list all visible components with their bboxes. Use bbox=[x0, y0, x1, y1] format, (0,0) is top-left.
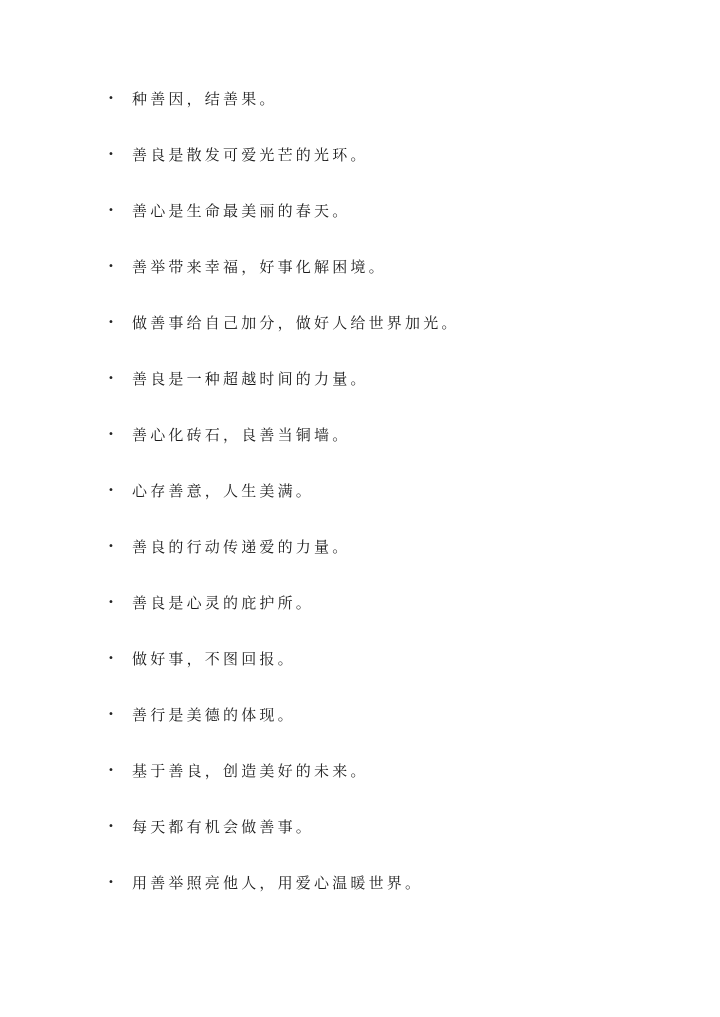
list-item-text: 善良是心灵的庇护所。 bbox=[132, 594, 315, 612]
list-item bbox=[108, 644, 668, 700]
bullet-icon: • bbox=[108, 205, 114, 216]
bullet-icon: • bbox=[108, 765, 114, 776]
bullet-icon: • bbox=[108, 597, 114, 608]
list-item bbox=[108, 84, 668, 140]
list-item-text: 用善举照亮他人，用爱心温暖世界。 bbox=[132, 874, 424, 892]
list-item-text: 善良的行动传递爱的力量。 bbox=[132, 538, 351, 556]
bullet-icon: • bbox=[108, 653, 114, 664]
list-item bbox=[108, 420, 668, 476]
list-item-text: 做好事，不图回报。 bbox=[132, 650, 296, 668]
list-item bbox=[108, 252, 668, 308]
list-item bbox=[108, 196, 668, 252]
list-item-text: 基于善良，创造美好的未来。 bbox=[132, 762, 369, 780]
list-item bbox=[108, 812, 668, 868]
list-item bbox=[108, 588, 668, 644]
list-item-text: 每天都有机会做善事。 bbox=[132, 818, 315, 836]
bullet-icon: • bbox=[108, 429, 114, 440]
list-item-text: 善举带来幸福，好事化解困境。 bbox=[132, 258, 387, 276]
bullet-icon: • bbox=[108, 317, 114, 328]
list-item bbox=[108, 476, 668, 532]
list-item bbox=[108, 308, 668, 364]
bullet-icon: • bbox=[108, 541, 114, 552]
list-item-text: 善心是生命最美丽的春天。 bbox=[132, 202, 351, 220]
list-item-text: 做善事给自己加分，做好人给世界加光。 bbox=[132, 314, 460, 332]
bullet-icon: • bbox=[108, 149, 114, 160]
bullet-icon: • bbox=[108, 373, 114, 384]
bullet-list bbox=[108, 84, 668, 924]
list-item-text: 善行是美德的体现。 bbox=[132, 706, 296, 724]
list-item bbox=[108, 868, 668, 924]
list-item bbox=[108, 140, 668, 196]
bullet-icon: • bbox=[108, 485, 114, 496]
list-item-text: 善心化砖石，良善当铜墙。 bbox=[132, 426, 351, 444]
bullet-icon: • bbox=[108, 877, 114, 888]
list-item bbox=[108, 756, 668, 812]
list-item bbox=[108, 700, 668, 756]
bullet-icon: • bbox=[108, 821, 114, 832]
list-item-text: 善良是散发可爱光芒的光环。 bbox=[132, 146, 369, 164]
list-item-text: 善良是一种超越时间的力量。 bbox=[132, 370, 369, 388]
list-item-text: 种善因，结善果。 bbox=[132, 90, 278, 108]
bullet-icon: • bbox=[108, 93, 114, 104]
list-item bbox=[108, 364, 668, 420]
list-item-text: 心存善意，人生美满。 bbox=[132, 482, 315, 500]
bullet-icon: • bbox=[108, 261, 114, 272]
list-item bbox=[108, 532, 668, 588]
bullet-icon: • bbox=[108, 709, 114, 720]
